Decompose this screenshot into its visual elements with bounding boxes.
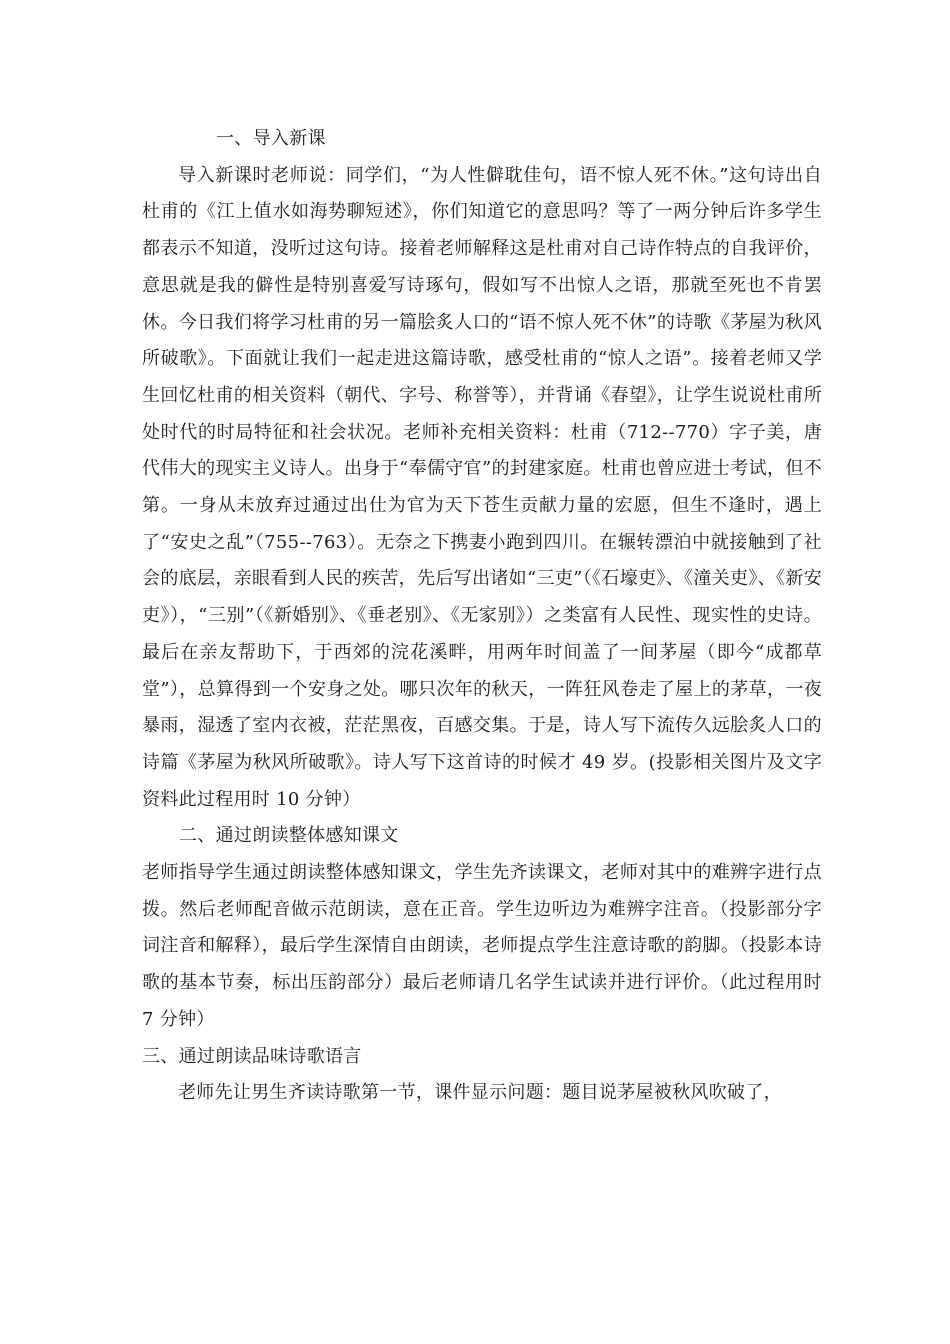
section-paragraph-reading: 老师指导学生通过朗读整体感知课文，学生先齐读课文，老师对其中的难辨字进行点拨。然后老师配音做示范朗读，意在正音。学生边听边为难辨字注音。（投影部分字词注音和解释），最后学生深情自由朗读，老师提点学生注意诗歌的韵脚。（投影本诗歌的基本节奏，标出压韵部分）最后老师请几名学生试读并进行评价。（此过程用时 7 分钟）	[142, 862, 822, 1030]
section-heading-language: 三、通过朗读品味诗歌语言	[142, 1045, 362, 1067]
section-paragraph-intro: 导入新课时老师说：同学们，“为人性僻耽佳句，语不惊人死不休。”这句诗出自杜甫的《江上值水如海势聊短述》，你们知道它的意思吗？等了一两分钟后许多学生都表示不知道，没听过这句诗。接着老师解释这是杜甫对自己诗作特点的自我评价，意思就是我的僻性是特别喜爱写诗琢句，假如写不出惊人之语，那就至死也不肯罢休。今日我们将学习杜甫的另一篇脍炙人口的“语不惊人死不休”的诗歌《茅屋为秋风所破歌》。下面就让我们一起走进这篇诗歌，感受杜甫的“惊人之语”。接着老师又学生回忆杜甫的相关资料（朝代、字号、称誉等），并背诵《春望》，让学生说说杜甫所处时代的时局特征和社会状况。老师补充相关资料：杜甫（712--770）字子美，唐代伟大的现实主义诗人。出身于“奉儒守官”的封建家庭。杜甫也曾应进士考试，但不第。一身从未放弃过通过出仕为官为天下苍生贡献力量的宏愿，但生不逢时，遇上了“安史之乱”（755--763）。无奈之下携妻小跑到四川。在辗转漂泊中就接触到了社会的底层，亲眼看到人民的疾苦，先后写出诸如“三吏”（《石壕吏》、《潼关吏》、《新安吏》），“三别”（《新婚别》、《垂老别》、《无家别》）之类富有人民性、现实性的史诗。最后在亲友帮助下，于西郊的浣花溪畔，用两年时间盖了一间茅屋（即今“成都草堂”），总算得到一个安身之处。哪只次年的秋天，一阵狂风卷走了屋上的茅草，一夜暴雨，湿透了室内衣被，茫茫黑夜，百感交集。于是，诗人写下流传久远脍炙人口的诗篇《茅屋为秋风所破歌》。诗人写下这首诗的时候才 49 岁。(投影相关图片及文字资料此过程用时 10 分钟）	[142, 164, 822, 810]
section-heading-intro: 一、导入新课	[216, 128, 326, 149]
section-paragraph-language: 老师先让男生齐读诗歌第一节，课件显示问题：题目说茅屋被秋风吹破了，	[178, 1082, 782, 1104]
document-body	[142, 121, 822, 1112]
section-heading-reading: 二、通过朗读整体感知课文	[179, 825, 399, 847]
